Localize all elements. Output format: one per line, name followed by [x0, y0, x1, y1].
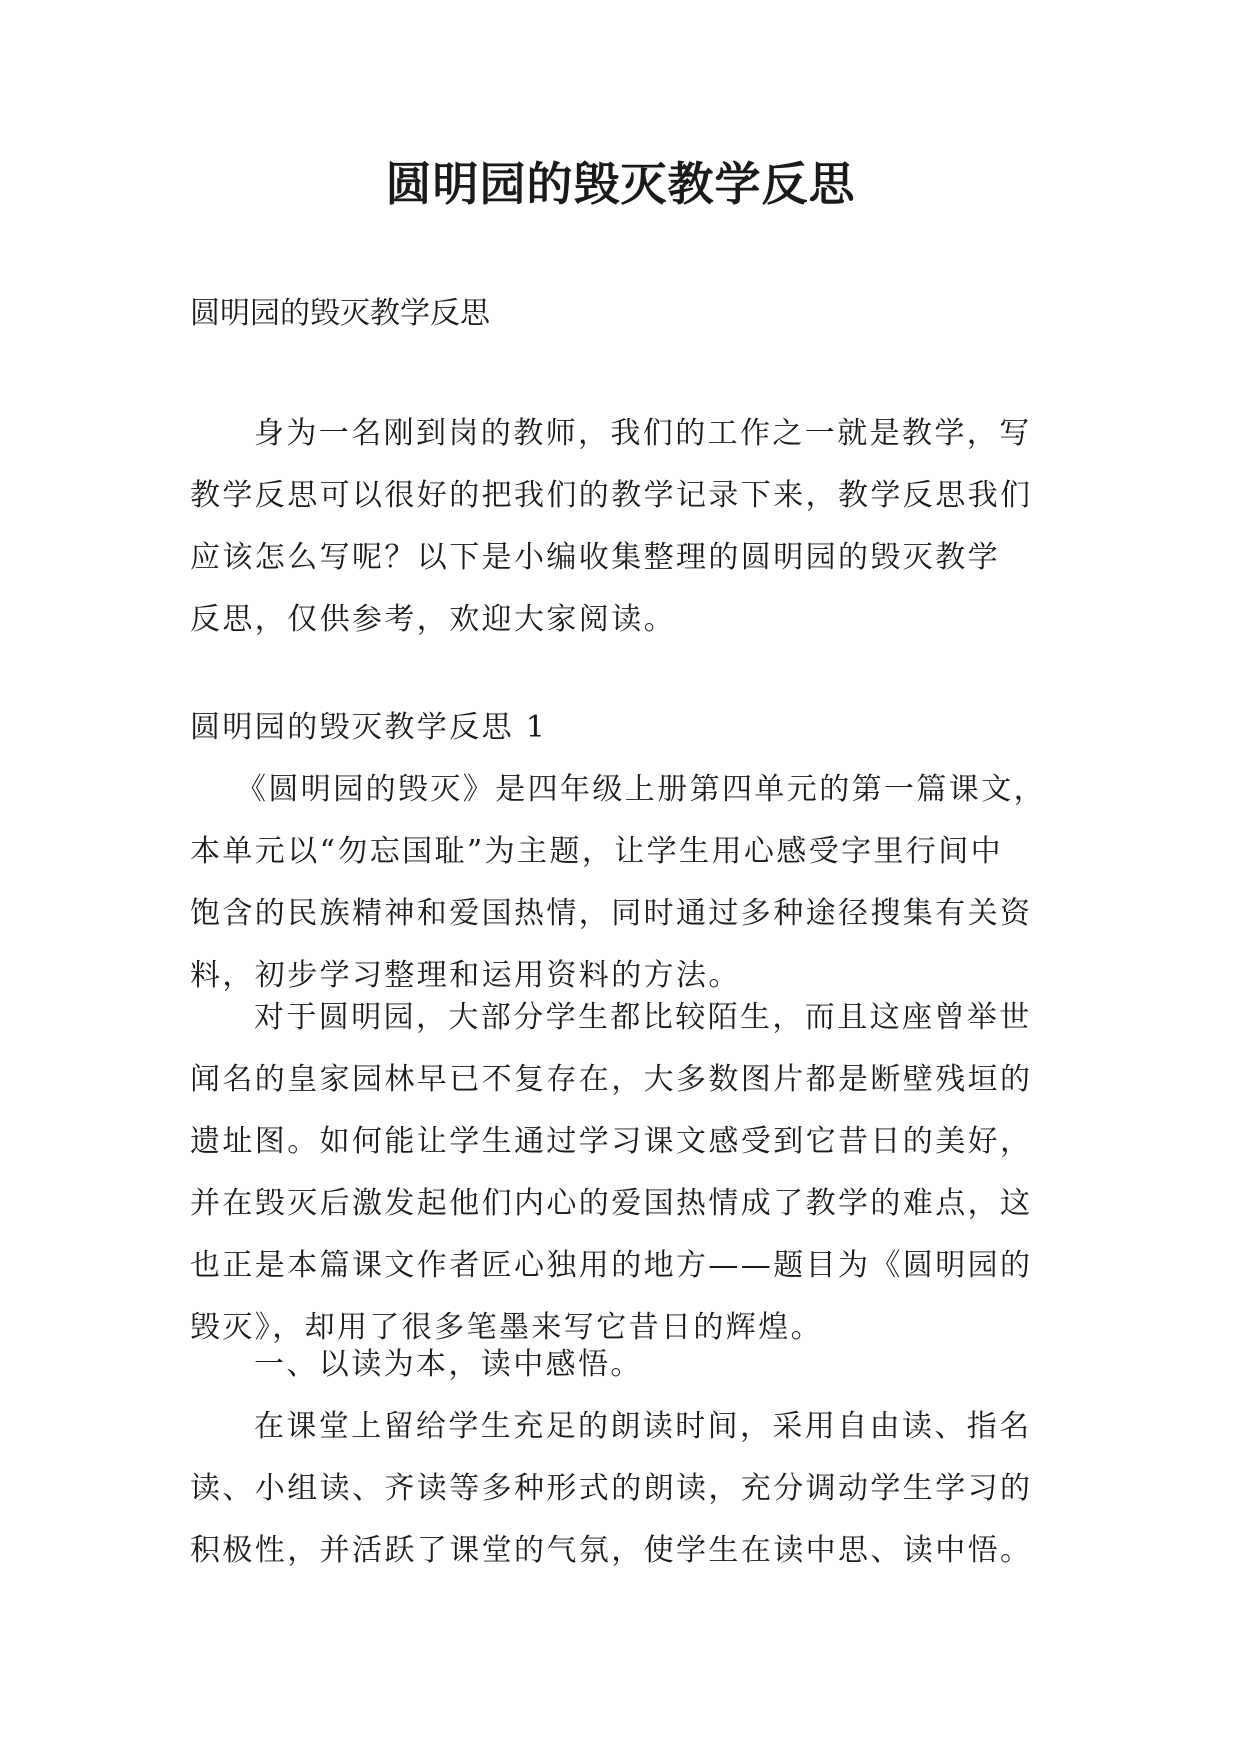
paragraph-line: 《圆明园的毁灭》是四年级上册第四单元的第一篇课文，: [236, 772, 1046, 807]
paragraph-line: 在课堂上留给学生充足的朗读时间，采用自由读、指名: [254, 1409, 1032, 1444]
body-paragraph: [190, 987, 1060, 1359]
intro-line: 反思，仅供参考，欢迎大家阅读。: [190, 602, 676, 637]
section-heading: 圆明园的毁灭教学反思 1: [190, 710, 548, 745]
paragraph-line: 也正是本篇课文作者匠心独用的地方——题目为《圆明园的: [190, 1248, 1033, 1283]
point-heading-text: 一、以读为本，读中感悟。: [254, 1347, 643, 1382]
paragraph-line: 遗址图。如何能让学生通过学习课文感受到它昔日的美好，: [190, 1124, 1033, 1159]
paragraph-line: 积极性，并活跃了课堂的气氛，使学生在读中思、读中悟。: [190, 1533, 1033, 1568]
paragraph-line: 料，初步学习整理和运用资料的方法。: [190, 958, 741, 993]
paragraph-line: 本单元以“勿忘国耻”为主题，让学生用心感受字里行间中: [190, 834, 1004, 869]
point-heading: [190, 1334, 1060, 1396]
paragraph-line: 对于圆明园，大部分学生都比较陌生，而且这座曾举世: [254, 1000, 1032, 1035]
paragraph-line: 读、小组读、齐读等多种形式的朗读，充分调动学生学习的: [190, 1471, 1033, 1506]
paragraph-line: 并在毁灭后激发起他们内心的爱国热情成了教学的难点，这: [190, 1186, 1033, 1221]
paragraph-line: 闻名的皇家园林早已不复存在，大多数图片都是断壁残垣的: [190, 1062, 1033, 1097]
body-paragraph: [190, 1396, 1060, 1582]
body-paragraph: [190, 759, 1060, 1007]
intro-paragraph: [190, 403, 1060, 651]
paragraph-line: 毁灭》，却用了很多笔墨来写它昔日的辉煌。: [190, 1310, 823, 1345]
document-title: 圆明园的毁灭教学反思: [385, 157, 856, 211]
document-subtitle: 圆明园的毁灭教学反思: [190, 296, 490, 331]
intro-line: 教学反思可以很好的把我们的教学记录下来，教学反思我们: [190, 478, 1033, 513]
paragraph-line: 饱含的民族精神和爱国热情，同时通过多种途径搜集有关资: [190, 896, 1033, 931]
intro-line: 身为一名刚到岗的教师，我们的工作之一就是教学，写: [254, 416, 1032, 451]
intro-line: 应该怎么写呢？以下是小编收集整理的圆明园的毁灭教学: [190, 540, 1000, 575]
